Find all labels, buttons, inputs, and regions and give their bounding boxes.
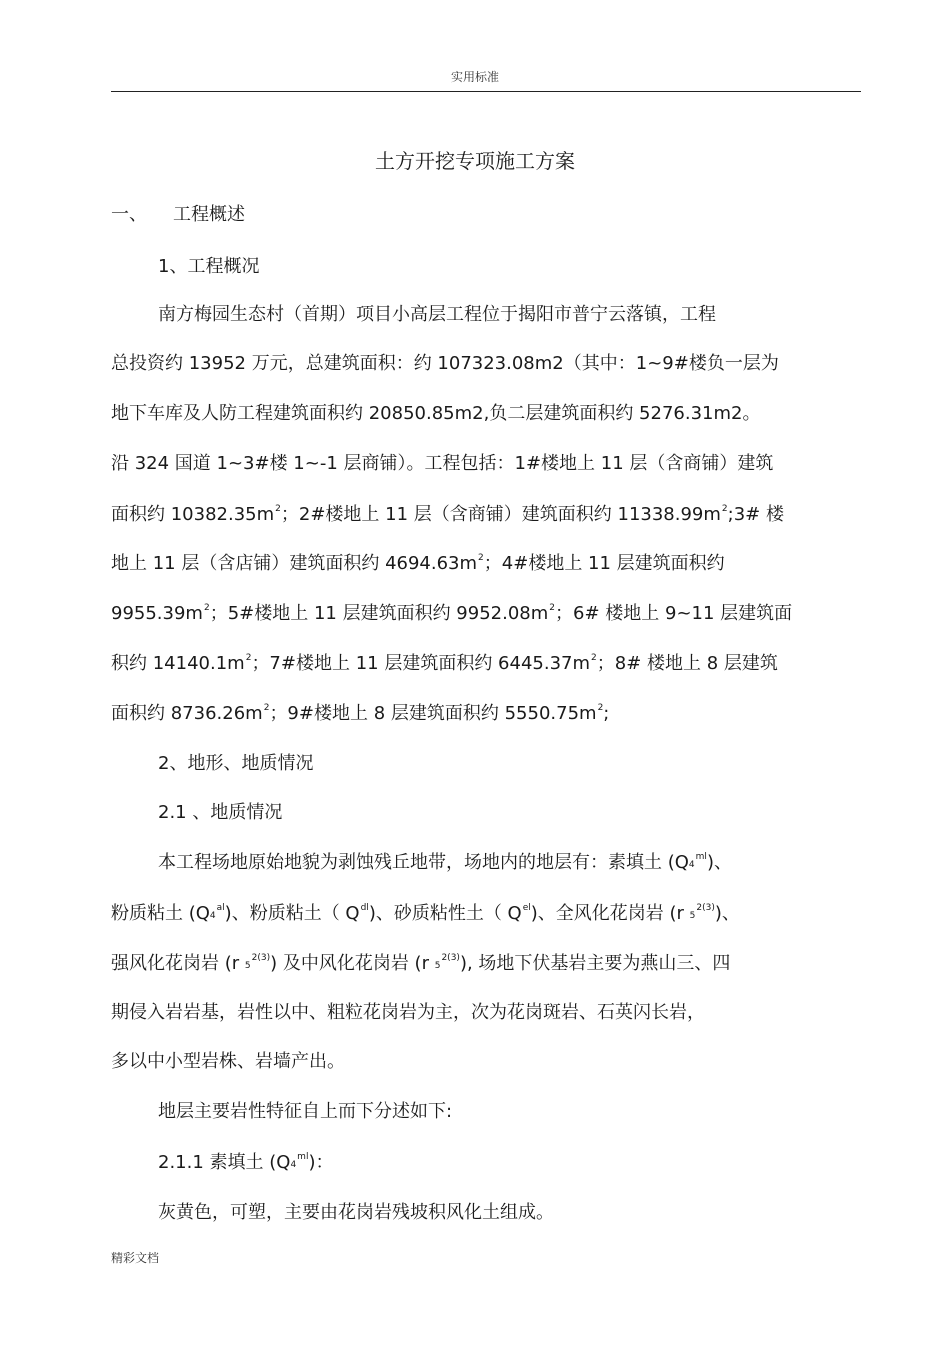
geology-line-2: 粉质粘土 $(Q_4^{al})$、粉质粘土（ $Q^{dl}$)、砂质粘性土（ $Q^{el}$)、全风化花岗岩 (r $_5^{2(3)}$)、	[111, 903, 740, 924]
section-label: 工程概述	[173, 204, 245, 225]
overview-line-6: 地上 11 层（含店铺）建筑面积约 $4694.63m^2$；4#楼地上 11 层建筑面积约	[111, 553, 725, 574]
subsection-heading-2-1: 2.1 、地质情况	[158, 802, 283, 823]
section-number: 一、	[111, 204, 147, 225]
geology-line-5: 多以中小型岩株、岩墙产出。	[111, 1051, 345, 1072]
overview-line-7: $9955.39m^2$；5#楼地上 11 层建筑面积约 $9952.08m^2$；6# 楼地上 9~11 层建筑面	[111, 603, 793, 624]
overview-line-4: 沿 324 国道 1~3#楼 1~-1 层商铺）。工程包括：1#楼地上 11 层（含商铺）建筑	[111, 453, 774, 474]
overview-line-1: 南方梅园生态村（首期）项目小高层工程位于揭阳市普宁云落镇，工程	[158, 304, 716, 325]
overview-line-5: 面积约 $10382.35m^2$；2#楼地上 11 层（含商铺）建筑面积约 $11338.99m^2;3\#$ 楼	[111, 504, 784, 525]
header-rule	[111, 91, 861, 92]
subsection-heading-2-1-1: 2.1.1 素填土 $(Q_4^{ml})$：	[158, 1152, 334, 1173]
overview-line-3: 地下车库及人防工程建筑面积约 20850.85m2,负二层建筑面积约 5276.31m2。	[111, 403, 761, 424]
page-footer: 精彩文档	[111, 1251, 160, 1265]
geology-line-4: 期侵入岩岩基，岩性以中、粗粒花岗岩为主，次为花岗斑岩、石英闪长岩，	[111, 1002, 705, 1023]
subsection-heading-2: 2、地形、地质情况	[158, 753, 314, 774]
page-header: 实用标准	[450, 70, 499, 84]
overview-line-2: 总投资约 13952 万元，总建筑面积：约 107323.08m2（其中：1~9#楼负一层为	[111, 353, 779, 374]
fill-description: 灰黄色，可塑，主要由花岗岩残坡积风化土组成。	[158, 1202, 554, 1223]
section-heading-1	[111, 203, 245, 227]
overview-line-8: 积约 $14140.1m^2$；7#楼地上 11 层建筑面积约 $6445.37m^2$；8# 楼地上 8 层建筑	[111, 653, 778, 674]
geology-line-1: 本工程场地原始地貌为剥蚀残丘地带，场地内的地层有：素填土 $(Q_4^{ml})$、	[158, 852, 732, 873]
strata-intro: 地层主要岩性特征自上而下分述如下:	[158, 1101, 453, 1122]
document-title: 土方开挖专项施工方案	[375, 149, 575, 173]
geology-line-3: 强风化花岗岩 (r $_5^{2(3)}$) 及中风化花岗岩 (r $_5^{2(3)}$), 场地下伏基岩主要为燕山三、四	[111, 953, 731, 974]
overview-line-9: 面积约 $8736.26m^2$；9#楼地上 8 层建筑面积约 $5550.75m^2$;	[111, 703, 610, 724]
subsection-heading-1: 1、工程概况	[158, 256, 260, 277]
